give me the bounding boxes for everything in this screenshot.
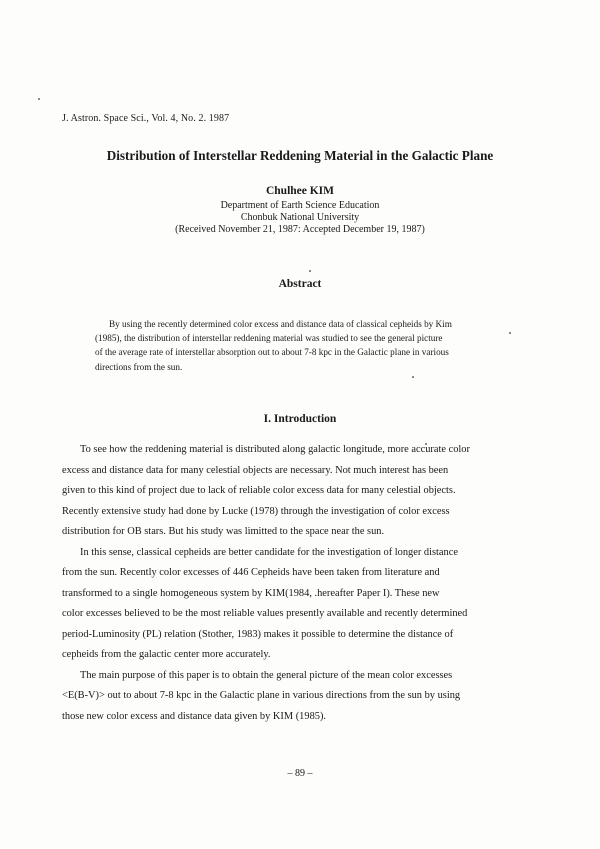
intro-line: given to this kind of project due to lack of reliable color excess data for many celestial objects. bbox=[62, 485, 456, 496]
intro-line: Recently extensive study had done by Lucke (1978) through the investigation of color excess bbox=[62, 505, 450, 517]
introduction-heading: I. Introduction bbox=[263, 413, 337, 425]
scan-speck bbox=[309, 270, 311, 272]
intro-line: those new color excess and distance data given by KIM (1985). bbox=[62, 710, 327, 722]
page-number: – 89 – bbox=[287, 768, 313, 779]
author-name: Chulhee KIM bbox=[265, 185, 335, 197]
intro-line: To see how the reddening material is distributed along galactic longitude, more accurate color bbox=[80, 444, 470, 455]
scan-speck bbox=[412, 376, 414, 378]
intro-line: excess and distance data for many celestial objects are necessary. Not much interest has been bbox=[62, 464, 449, 476]
intro-line: distribution for OB stars. But his study was limitted to the space near the sun. bbox=[62, 526, 385, 537]
intro-line: <E(B-V)> out to about 7-8 kpc in the Galactic plane in various directions from the sun by using bbox=[62, 690, 461, 701]
scan-speck bbox=[425, 443, 427, 445]
intro-line: cepheids from the galactic center more accurately. bbox=[62, 649, 271, 660]
journal-reference: J. Astron. Space Sci., Vol. 4, No. 2. 1987 bbox=[62, 113, 230, 124]
intro-line: In this sense, classical cepheids are better candidate for the investigation of longer distance bbox=[80, 546, 458, 558]
scan-speck bbox=[509, 332, 511, 334]
scan-speck bbox=[38, 98, 40, 100]
introduction-text bbox=[62, 440, 542, 727]
affiliation-department: Department of Earth Science Education bbox=[220, 200, 380, 211]
intro-line: transformed to a single homogeneous system by KIM(1984, .hereafter Paper I). These new bbox=[62, 587, 440, 599]
abstract-text bbox=[95, 317, 515, 374]
intro-line: The main purpose of this paper is to obtain the general picture of the mean color excesses bbox=[80, 669, 453, 681]
intro-line: period-Luminosity (PL) relation (Stother, 1983) makes it possible to determine the distance of bbox=[62, 628, 454, 640]
abstract-line: By using the recently determined color excess and distance data of classical cepheids by Kim bbox=[109, 319, 452, 329]
affiliation-university: Chonbuk National University bbox=[240, 212, 360, 223]
abstract-line: (1985), the distribution of interstellar reddening material was studied to see the general picture bbox=[95, 333, 443, 344]
intro-line: color excesses believed to be the most reliable values presently available and recently determined bbox=[62, 608, 468, 619]
abstract-line: directions from the sun. bbox=[95, 361, 183, 372]
abstract-line: of the average rate of interstellar absorption out to about 7-8 kpc in the Galactic plane in various bbox=[95, 347, 449, 358]
received-accepted-dates: (Received November 21, 1987: Accepted December 19, 1987) bbox=[175, 224, 425, 235]
intro-line: from the sun. Recently color excesses of 446 Cepheids have been taken from literature and bbox=[62, 567, 440, 578]
paper-title: Distribution of Interstellar Reddening Material in the Galactic Plane bbox=[106, 148, 494, 163]
abstract-heading: Abstract bbox=[278, 278, 322, 290]
